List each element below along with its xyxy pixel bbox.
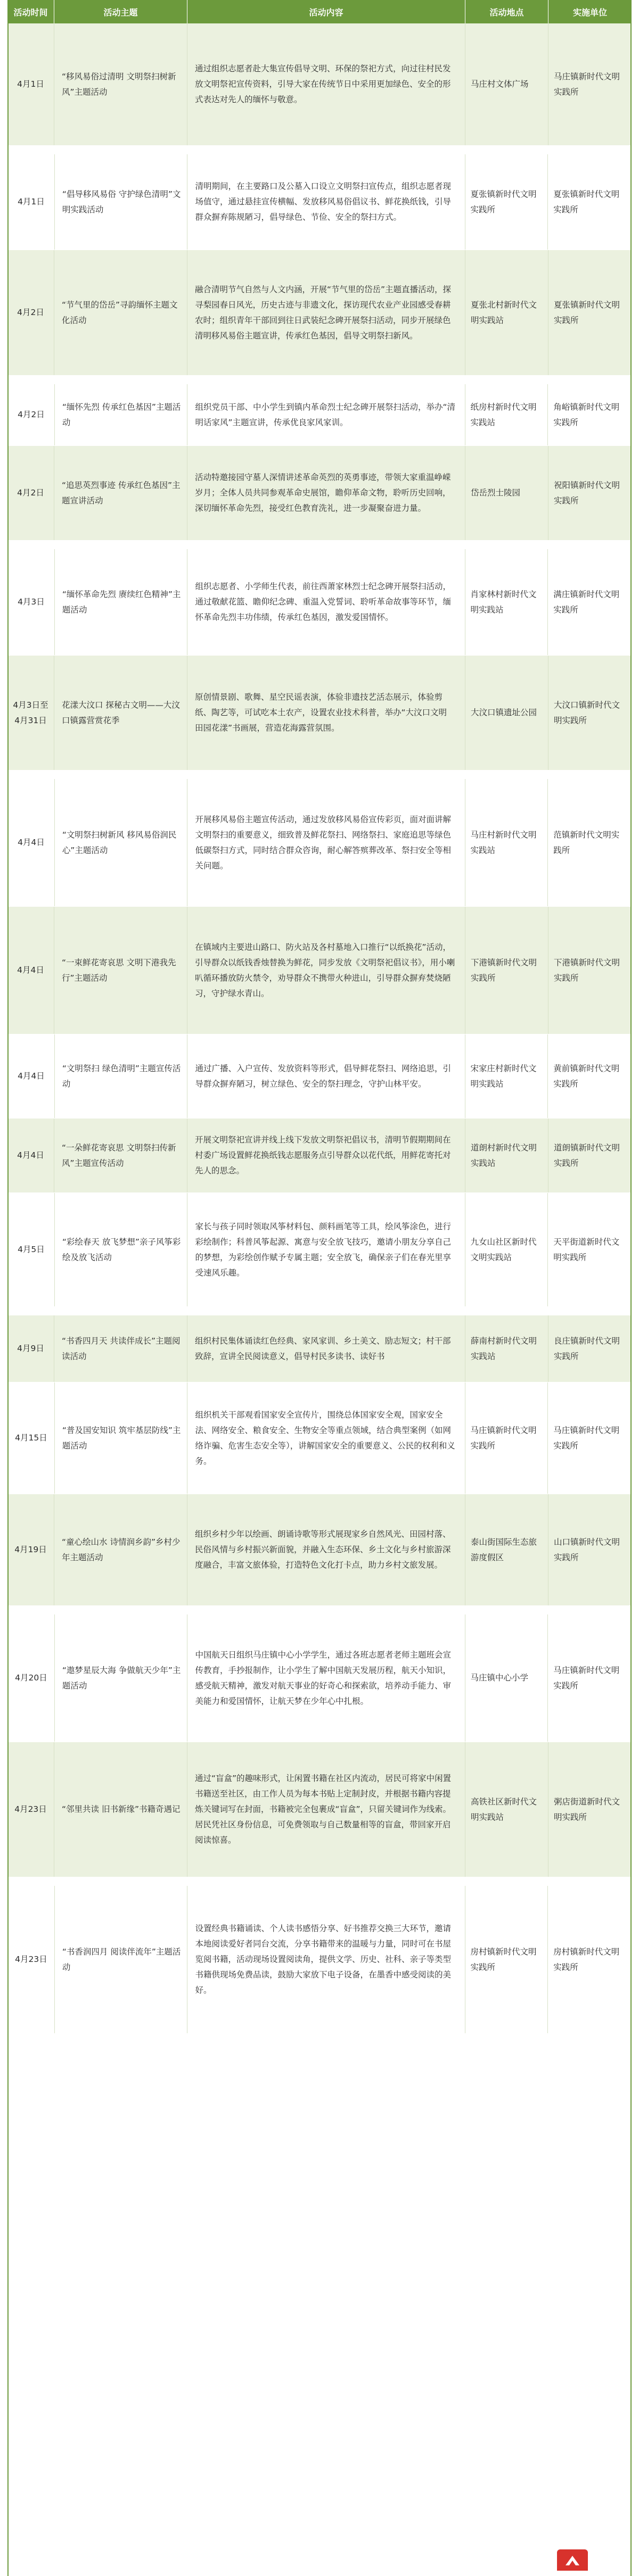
table-row <box>7 1494 632 1606</box>
cell-time: 4月1日 <box>7 23 54 145</box>
cell-time: 4月2日 <box>7 446 54 540</box>
header-place: 活动地点 <box>465 0 548 23</box>
cell-unit: 山口镇新时代文明实践所 <box>554 1537 620 1562</box>
table-row <box>7 384 632 446</box>
table-row <box>7 250 632 376</box>
cell-content: 开展移风易俗主题宣传活动，通过发放移风易俗宣传彩页，面对面讲解文明祭扫的重要意义，细致普及鲜花祭扫、网络祭扫、家庭追思等绿色低碳祭扫方式，同时结合群众咨询，耐心解答殡葬改革、祭扫安全等相关问题。 <box>187 779 465 906</box>
cell-content: 开展文明祭祀宣讲并线上线下发放文明祭祀倡议书，清明节假期期间在村委广场设置鲜花换纸钱志愿服务点引导群众以花代纸，用鲜花寄托对先人的思念。 <box>187 1119 465 1192</box>
cell-content: 在镇域内主要进山路口、防火站及各村墓地入口推行“以纸换花”活动，引导群众以纸钱香烛替换为鲜花，同步发放《文明祭祀倡议书》，用小喇叭循环播放防火禁令，劝导群众不携带火种进山，引导群众摒弃焚烧陋习，守护绿水青山。 <box>187 907 465 1034</box>
table-row <box>7 1886 632 2034</box>
table-row <box>7 1119 632 1193</box>
cell-theme: “追思英烈事迹 传承红色基因”主题宣讲活动 <box>54 446 187 540</box>
cell-place: 薛南村新时代文明实践站 <box>465 1315 548 1382</box>
table-row <box>7 446 632 541</box>
cell-time: 4月20日 <box>8 1614 55 1742</box>
cell-time: 4月3日 <box>8 549 55 655</box>
cell-time: 4月9日 <box>7 1315 54 1382</box>
cell-place: 夏张北村新时代文明实践站 <box>465 250 548 375</box>
cell-unit: 大汶口镇新时代文明实践所 <box>554 700 620 725</box>
cell-theme: “节气里的岱岳”寻韵缅怀主题文化活动 <box>54 250 187 375</box>
table-row <box>7 154 632 250</box>
cell-place: 马庄村文体广场 <box>465 23 548 145</box>
cell-place: 夏张镇新时代文明实践所 <box>465 154 548 250</box>
cell-unit: 道朗镇新时代文明实践所 <box>554 1142 620 1168</box>
cell-time: 4月4日 <box>8 1034 55 1118</box>
cell-place: 肖家林村新时代文明实践站 <box>465 549 548 655</box>
cell-theme: “文明祭扫树新风 移风易俗润民心”主题活动 <box>55 779 188 906</box>
cell-content: 设置经典书籍诵读、个人读书感悟分享、好书推荐交换三大环节，邀请本地阅读爱好者同台交流，分享书籍带来的温暖与力量，同时可在书屋览阅书籍，活动现场设置阅读角，提供文学、历史、社科、亲子等类型书籍供现场免费品读，鼓励大家放下电子设备，在墨香中感受阅读的美好。 <box>187 1886 465 2033</box>
cell-time: 4月4日 <box>7 907 54 1034</box>
cell-place: 宋家庄村新时代文明实践站 <box>465 1034 548 1118</box>
cell-unit: 马庄镇新时代文明实践所 <box>553 1665 620 1691</box>
cell-content: 中国航天日组织马庄镇中心小学学生，通过各班志愿者老师主题班会宣传教育，手抄报制作，让小学生了解中国航天发展历程，航天小知识，感受航天精神，激发对航天事业的好奇心和探索欲，培养动手能力、审美能力和爱国情怀，让航天梦在少年心中扎根。 <box>187 1614 465 1742</box>
cell-theme: “一朵鲜花寄哀思 文明祭扫传新风”主题宣传活动 <box>54 1119 187 1192</box>
cell-unit: 粥店街道新时代文明实践所 <box>554 1796 620 1822</box>
section-gap <box>7 1877 632 1886</box>
cell-unit: 房村镇新时代文明实践所 <box>553 1947 620 1972</box>
cell-unit: 满庄镇新时代文明实践所 <box>553 589 620 615</box>
header-theme: 活动主题 <box>54 0 187 23</box>
cell-time: 4月19日 <box>7 1494 54 1605</box>
cell-theme: “一束鲜花寄哀思 文明下港我先行”主题活动 <box>54 907 187 1034</box>
cell-theme: 花漾大汶口 探秘古文明——大汶口镇露营赏花季 <box>54 656 187 770</box>
cell-theme: “童心绘山水 诗情润乡韵”乡村少年主题活动 <box>54 1494 187 1605</box>
cell-time: 4月15日 <box>8 1382 55 1494</box>
cell-place: 纸房村新时代文明实践站 <box>465 384 548 445</box>
header-unit: 实施单位 <box>572 7 607 18</box>
cell-place: 下港镇新时代文明实践所 <box>465 907 548 1034</box>
cell-theme: “文明祭扫 绿色清明”主题宣传活动 <box>55 1034 188 1118</box>
cell-place: 马庄镇中心小学 <box>465 1614 548 1742</box>
cell-unit: 角峪镇新时代文明实践所 <box>553 402 620 427</box>
cell-content: 原创情景剧、歌舞、星空民谣表演，体验非遗技艺活态展示，体验剪纸、陶艺等，可试吃本土农产，设置农业技术科普，举办“大汶口文明 田园花漾”书画展，营造花海露营氛围。 <box>187 656 465 770</box>
cell-time: 4月3日至4月31日 <box>7 656 54 770</box>
activity-table <box>7 0 632 2034</box>
cell-unit: 马庄镇新时代文明实践所 <box>553 1425 620 1451</box>
table-row <box>7 23 632 146</box>
table-body <box>7 23 632 2034</box>
cell-time: 4月4日 <box>8 779 55 906</box>
cell-unit: 下港镇新时代文明实践所 <box>554 957 620 983</box>
cell-theme: “彩绘春天 放飞梦想”亲子风筝彩绘及放飞活动 <box>55 1193 188 1306</box>
cell-time: 4月2日 <box>7 250 54 375</box>
cell-time: 4月23日 <box>7 1742 54 1877</box>
cell-time: 4月2日 <box>8 384 55 445</box>
table-row <box>7 656 632 771</box>
cell-content: 活动特邀接园守墓人深情讲述革命英烈的英勇事迹，带领大家重温峥嵘岁月；全体人员共同参观革命史展馆，瞻仰革命文物，聆听历史回响，深切缅怀革命先烈，接受红色教育洗礼，进一步凝聚奋进力量。 <box>187 446 465 540</box>
cell-content: 家长与孩子同时领取风筝材料包、颜料画笔等工具，绘风筝涂色，进行彩绘制作；科普风筝起源、寓意与安全放飞技巧，邀请小朋友分享自己的梦想，为彩绘创作赋予专属主题；安全放飞，确保亲子们在春光里享受速风乐趣。 <box>187 1193 465 1306</box>
cell-unit: 祝阳镇新时代文明实践所 <box>554 480 620 506</box>
table-row <box>7 1614 632 1742</box>
section-gap <box>7 376 632 384</box>
cell-unit: 天平街道新时代文明实践所 <box>553 1237 620 1262</box>
cell-time: 4月5日 <box>8 1193 55 1306</box>
cell-theme: “书香四月天 共读伴成长”主题阅读活动 <box>54 1315 187 1382</box>
cell-theme: “遨梦星辰大海 争做航天少年”主题活动 <box>55 1614 188 1742</box>
header-content: 活动内容 <box>187 0 465 23</box>
table-row <box>7 549 632 656</box>
cell-place: 泰山街国际生态旅游度假区 <box>465 1494 548 1605</box>
cell-place: 房村镇新时代文明实践所 <box>465 1886 548 2033</box>
cell-place: 大汶口镇遗址公园 <box>465 656 548 770</box>
cell-theme: “移风易俗过清明 文明祭扫树新风”主题活动 <box>54 23 187 145</box>
cell-theme: “普及国安知识 筑牢基层防线”主题活动 <box>55 1382 188 1494</box>
cell-content: 组织村民集体诵读红色经典、家风家训、乡土美文、励志短文；村干部致辞，宣讲全民阅读意义，倡导村民多读书、读好书 <box>187 1315 465 1382</box>
cell-place: 高铁社区新时代文明实践站 <box>465 1742 548 1877</box>
cell-place: 岱岳烈士陵园 <box>465 446 548 540</box>
table-row <box>7 779 632 907</box>
cell-content: 通过“盲盒”的趣味形式，让闲置书籍在社区内流动，居民可将家中闲置书籍送至社区，由工作人员为每本书贴上定制封皮，并根据书籍内容提炼关键词写在封面，书籍被完全包裹成“盲盒”，只留关键词作为线索。居民凭社区身份信息，可免费领取与自己数量相等的盲盒，带回家开启阅读惊喜。 <box>187 1742 465 1877</box>
cell-place: 马庄村新时代文明实践站 <box>465 779 548 906</box>
cell-place: 九女山社区新时代文明实践站 <box>465 1193 548 1306</box>
cell-content: 组织党员干部、中小学生到镇内革命烈士纪念碑开展祭扫活动，举办“清明话家风”主题宣讲，传承优良家风家训。 <box>187 384 465 445</box>
cell-unit: 夏张镇新时代文明实践所 <box>554 300 620 325</box>
cell-content: 通过组织志愿者赴大集宣传倡导文明、环保的祭祀方式，向过往村民发放文明祭祀宣传资料，引导大家在传统节日中采用更加绿色、安全的形式表达对先人的缅怀与敬意。 <box>187 23 465 145</box>
cell-theme: “倡导移风易俗 守护绿色清明”文明实践活动 <box>55 154 188 250</box>
cell-unit: 黄前镇新时代文明实践所 <box>553 1063 620 1089</box>
section-gap <box>7 771 632 779</box>
cell-place: 道朗村新时代文明实践站 <box>465 1119 548 1192</box>
table-row <box>7 907 632 1034</box>
table-header <box>7 0 632 23</box>
cell-theme: “缅怀革命先烈 赓续红色精神”主题活动 <box>55 549 188 655</box>
cell-theme: “书香润四月 阅读伴流年”主题活动 <box>55 1886 188 2033</box>
section-gap <box>7 1307 632 1315</box>
section-gap <box>7 1606 632 1614</box>
cell-content: 组织志愿者、小学师生代表，前往西萧家林烈士纪念碑开展祭扫活动，通过敬献花篮、瞻仰纪念碑、重温入党誓词、聆听革命故事等环节，缅怀革命先烈丰功伟绩，传承红色基因，激发爱国情怀。 <box>187 549 465 655</box>
section-gap <box>7 146 632 154</box>
section-gap <box>7 541 632 549</box>
cell-unit: 范镇新时代文明实践所 <box>553 830 620 855</box>
cell-time: 4月4日 <box>7 1119 54 1192</box>
cell-content: 组织乡村少年以绘画、朗诵诗歌等形式展现家乡自然风光、田园村落、民俗风情与乡村振兴新面貌，并融入生态环保、乡土文化与乡村旅游深度融合，丰富文旅体验，打造特色文化打卡点，助力乡村文旅发展。 <box>187 1494 465 1605</box>
cell-unit: 马庄镇新时代文明实践所 <box>554 71 620 97</box>
cell-time: 4月1日 <box>8 154 55 250</box>
table-row <box>7 1193 632 1307</box>
cell-content: 通过广播、入户宣传、发放资料等形式，倡导鲜花祭扫、网络追思，引导群众摒弃陋习，树立绿色、安全的祭扫理念，守护山林平安。 <box>187 1034 465 1118</box>
cell-content: 组织机关干部观看国家安全宣传片，围绕总体国家安全观，国家安全法、网络安全、粮食安全、生物安全等重点领域，结合典型案例（如网络诈骗、危害生态安全等），讲解国家安全的重要意义、公民的权利和义务。 <box>187 1382 465 1494</box>
brand-logo-icon <box>557 2549 588 2571</box>
cell-theme: “邻里共读 旧书新缘”书籍奇遇记 <box>54 1742 187 1877</box>
table-row <box>7 1315 632 1382</box>
table-row <box>7 1382 632 1494</box>
header-time: 活动时间 <box>7 0 54 23</box>
cell-time: 4月23日 <box>8 1886 55 2033</box>
cell-content: 清明期间，在主要路口及公墓入口设立文明祭扫宣传点，组织志愿者现场值守，通过悬挂宣传横幅、发放移风易俗倡议书、鲜花换纸钱，引导群众摒弃陈规陋习，倡导绿色、节俭、安全的祭扫方式。 <box>187 154 465 250</box>
cell-unit: 良庄镇新时代文明实践所 <box>554 1336 620 1361</box>
table-row <box>7 1034 632 1119</box>
cell-content: 融合清明节气自然与人文内涵，开展“节气里的岱岳”主题直播活动，探寻梨园春日风光，历史古迹与非遗文化，探访现代农业产业园感受春耕农时；组织青年干部回到往日武装纪念碑开展祭扫活动，同步开展绿色清明移风易俗主题宣讲，传承红色基因，倡导文明祭扫新风。 <box>187 250 465 375</box>
table-row <box>7 1742 632 1877</box>
cell-theme: “缅怀先烈 传承红色基因”主题活动 <box>55 384 188 445</box>
cell-unit: 夏张镇新时代文明实践所 <box>553 189 620 214</box>
cell-place: 马庄镇新时代文明实践所 <box>465 1382 548 1494</box>
